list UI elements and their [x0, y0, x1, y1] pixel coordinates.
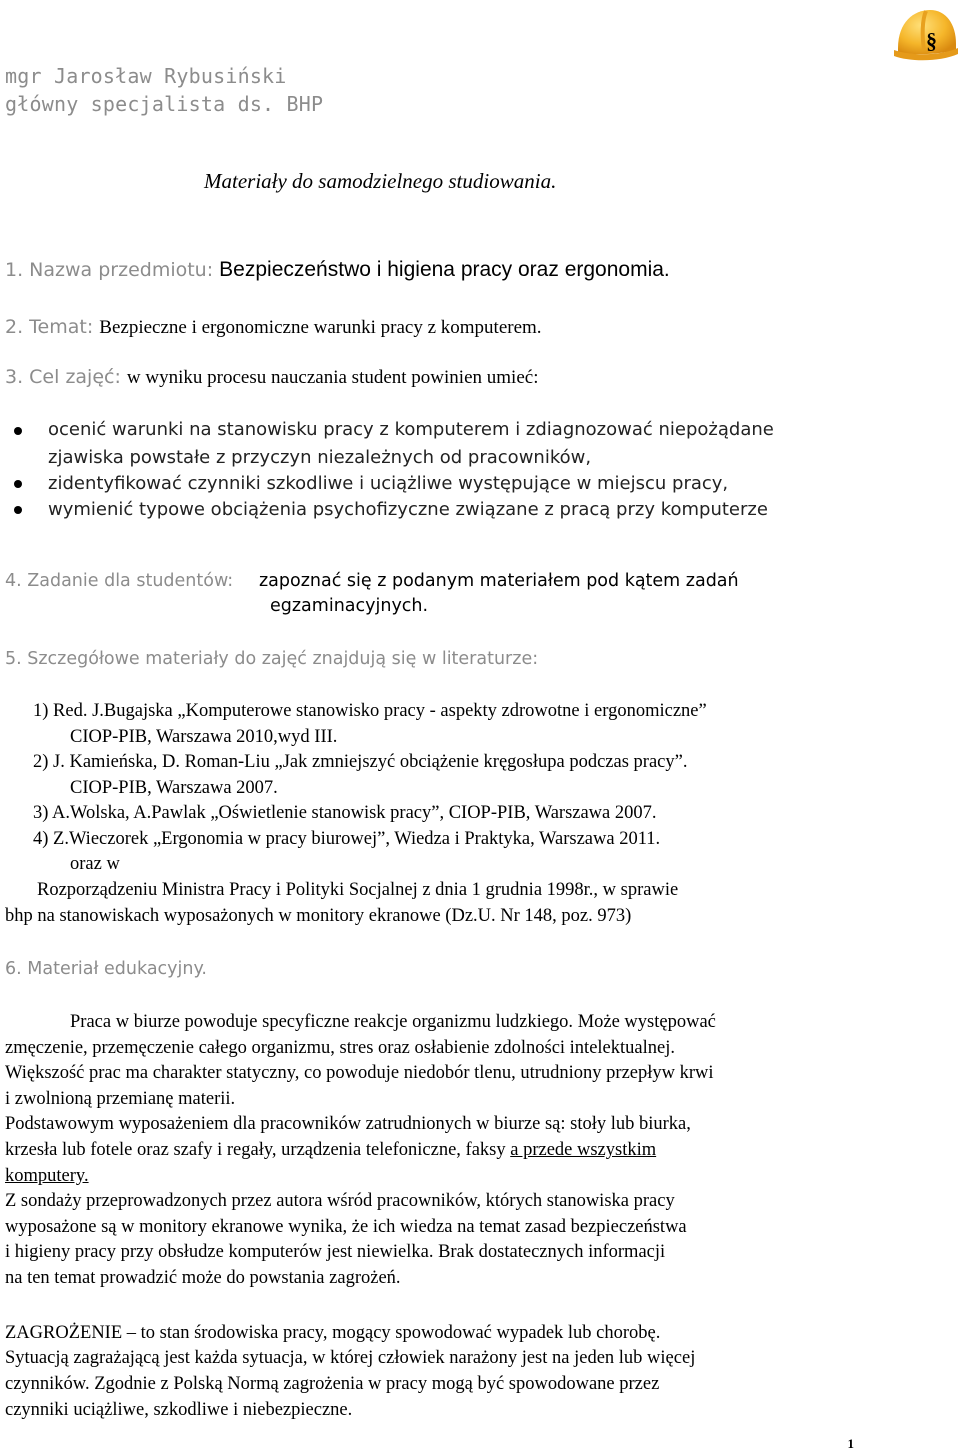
paragraph-text: Może występować [573, 1012, 716, 1032]
paragraph-text: Brak dostatecznych informacji [433, 1242, 666, 1262]
paragraph-line: czynników. Zgodnie z Polską Normą zagrożenia w pracy mogą być spowodowane przez [5, 1374, 660, 1394]
bullet-item-continuation: zjawiska powstałe z przyczyn niezależnych od pracowników, [48, 447, 592, 468]
reference-item: 3) A.Wolska, A.Pawlak „Oświetlenie stanowisk pracy”, CIOP-PIB, Warszawa 2007. [33, 803, 657, 823]
bullet-item: ocenić warunki na stanowisku pracy z komputerem i zdiagnozować niepożądane [48, 419, 774, 440]
task-label: 4. Zadanie dla studentów: [5, 571, 234, 591]
reference-item: 1) Red. J.Bugajska „Komputerowe stanowisko pracy - aspekty zdrowotne i ergonomiczne” [33, 701, 707, 721]
paragraph-line [5, 1242, 665, 1263]
paragraph-text: krzesła lub fotele oraz szafy i regały, urządzenia telefoniczne, faksy [5, 1140, 511, 1160]
paragraph-line: Z sondaży przeprowadzonych przez autora wśród pracowników, których stanowiska pracy [5, 1191, 675, 1211]
item-goal-value: w wyniku procesu nauczania student powinien umieć: [126, 367, 539, 388]
material-heading: 6. Materiał edukacyjny. [5, 959, 207, 979]
safety-helmet-logo [892, 4, 958, 64]
reference-note: oraz w [70, 854, 120, 874]
item-topic [5, 316, 542, 339]
bullet-item: zidentyfikować czynniki szkodliwe i uciążliwe występujące w miejscu pracy, [48, 473, 729, 494]
item-topic-value: Bezpieczne i ergonomiczne warunki pracy z komputerem. [99, 317, 542, 338]
item-subject-value: Bezpieczeństwo i higiena pracy oraz ergonomia. [219, 258, 670, 281]
bullet-dot [14, 480, 22, 488]
paragraph-line: czynniki uciążliwe, szkodliwe i niebezpieczne. [5, 1400, 353, 1420]
bullet-dot [14, 506, 22, 514]
underlined-text: a przede wszystkim [510, 1140, 657, 1160]
bullet-dot [14, 427, 22, 435]
reference-item-continuation: CIOP-PIB, Warszawa 2010,wyd III. [70, 727, 338, 747]
underlined-text: komputery. [5, 1166, 89, 1186]
page-number: 1 [847, 1436, 854, 1451]
reference-item: 2) J. Kamieńska, D. Roman-Liu „Jak zmniejszyć obciążenie kręgosłupa podczas pracy”. [33, 752, 688, 772]
paragraph-text: i higieny pracy przy obsłudze komputerów jest niewielka. [5, 1242, 434, 1262]
paragraph-line [5, 1140, 656, 1161]
reference-regulation-continuation: bhp na stanowiskach wyposażonych w monitory ekranowe (Dz.U. Nr 148, poz. 973) [5, 906, 632, 926]
paragraph-line: Większość prac ma charakter statyczny, co powoduje niedobór tlenu, utrudniony przepływ krwi [5, 1063, 714, 1083]
page-subtitle: Materiały do samodzielnego studiowania. [204, 169, 557, 193]
paragraph-line: i zwolnioną przemianę materii. [5, 1089, 236, 1109]
paragraph-line: zmęczenie, przemęczenie całego organizmu, stres oraz osłabienie zdolności intelektualnej. [5, 1038, 675, 1058]
paragraph-line: ZAGROŻENIE – to stan środowiska pracy, mogący spowodować wypadek lub chorobę. [5, 1323, 661, 1343]
item-goal-label: 3. Cel zajęć: [5, 366, 127, 388]
author-name: mgr Jarosław Rybusiński [5, 64, 287, 88]
author-title: główny specjalista ds. BHP [5, 92, 324, 116]
item-subject-label: 1. Nazwa przedmiotu: [5, 259, 220, 281]
reference-item: 4) Z.Wieczorek „Ergonomia w pracy biurowej”, Wiedza i Praktyka, Warszawa 2011. [33, 829, 661, 849]
reference-item-continuation: CIOP-PIB, Warszawa 2007. [70, 778, 278, 798]
paragraph-line: Sytuacją zagrażającą jest każda sytuacja, w której człowiek narażony jest na jeden lub więcej [5, 1348, 696, 1368]
task-value-line2: egzaminacyjnych. [270, 596, 429, 616]
reference-regulation: Rozporządzeniu Ministra Pracy i Polityki Socjalnej z dnia 1 grudnia 1998r., w sprawie [37, 880, 679, 900]
bullet-item: wymienić typowe obciążenia psychofizyczne związane z pracą przy komputerze [48, 499, 768, 520]
item-goal [5, 366, 538, 389]
literature-heading: 5. Szczegółowe materiały do zajęć znajdują się w literaturze: [5, 649, 539, 669]
item-subject [5, 258, 670, 282]
task-value-line1: zapoznać się z podanym materiałem pod kątem zadań [259, 571, 739, 591]
item-topic-label: 2. Temat: [5, 316, 100, 338]
paragraph-line: wyposażone są w monitory ekranowe wynika, że ich wiedza na temat zasad bezpieczeństwa [5, 1217, 687, 1237]
helmet-icon [892, 4, 958, 64]
paragraph-line [70, 1012, 716, 1033]
paragraph-text: Praca w biurze powoduje specyficzne reakcje organizmu ludzkiego. [70, 1012, 574, 1032]
paragraph-sign-icon: § [926, 28, 937, 53]
paragraph-line: Podstawowym wyposażeniem dla pracowników zatrudnionych w biurze są: stoły lub biurka, [5, 1114, 691, 1134]
paragraph-line: na ten temat prowadzić może do powstania zagrożeń. [5, 1268, 401, 1288]
